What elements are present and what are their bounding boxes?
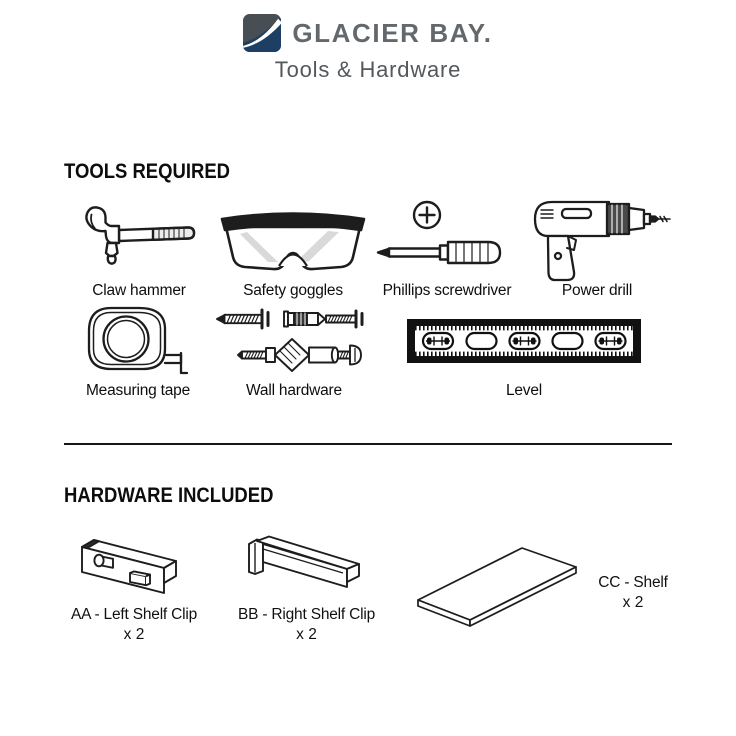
safety-goggles-icon (214, 198, 372, 274)
tool-label: Level (505, 382, 543, 399)
hardware-item-cc (404, 534, 674, 634)
hardware-row (64, 534, 704, 694)
tool-phillips-screwdriver (372, 198, 522, 300)
right-shelf-clip-icon (241, 533, 373, 599)
left-shelf-clip-icon (70, 533, 198, 599)
brand-header (0, 14, 736, 52)
hardware-label-block (592, 574, 674, 612)
measuring-tape-icon (81, 305, 195, 377)
hardware-included-heading: HARDWARE INCLUDED (64, 484, 274, 507)
shelf-board-icon (404, 534, 592, 634)
claw-hammer-icon (73, 201, 205, 271)
tool-label: Safety goggles (243, 282, 343, 299)
hardware-item-aa (64, 534, 204, 644)
hardware-qty: x 2 (123, 626, 145, 643)
page-title: Tools & Hardware (274, 57, 462, 82)
tools-row-1 (64, 198, 672, 300)
brand-name: GLACIER BAY. (292, 17, 493, 48)
hardware-item-bb (234, 534, 379, 644)
phillips-screwdriver-icon (372, 197, 522, 275)
tool-label: Claw hammer (92, 282, 186, 299)
tool-label: Measuring tape (85, 382, 191, 399)
tool-measuring-tape (64, 308, 212, 400)
power-drill-icon (522, 188, 672, 284)
hardware-included-section (64, 484, 704, 694)
tools-required-section (64, 160, 672, 400)
tools-row-2 (64, 308, 672, 400)
tool-power-drill (522, 198, 672, 300)
tool-claw-hammer (64, 198, 214, 300)
level-icon (405, 314, 643, 368)
hardware-label: BB - Right Shelf Clip (237, 606, 376, 623)
tool-wall-hardware (212, 308, 376, 400)
tools-required-heading: TOOLS REQUIRED (64, 160, 231, 183)
hardware-qty: x 2 (296, 626, 317, 643)
tool-label: Phillips screwdriver (382, 282, 512, 299)
tool-level (376, 308, 672, 400)
wall-hardware-icon (212, 304, 376, 378)
hardware-qty: x 2 (622, 594, 644, 611)
tool-label: Wall hardware (246, 382, 342, 399)
tool-label: Power drill (561, 282, 633, 299)
glacier-bay-logo-icon (243, 14, 281, 52)
section-divider (64, 443, 672, 445)
hardware-label: CC - Shelf (598, 574, 668, 591)
tool-safety-goggles (214, 198, 372, 300)
hardware-label: AA - Left Shelf Clip (70, 606, 198, 623)
